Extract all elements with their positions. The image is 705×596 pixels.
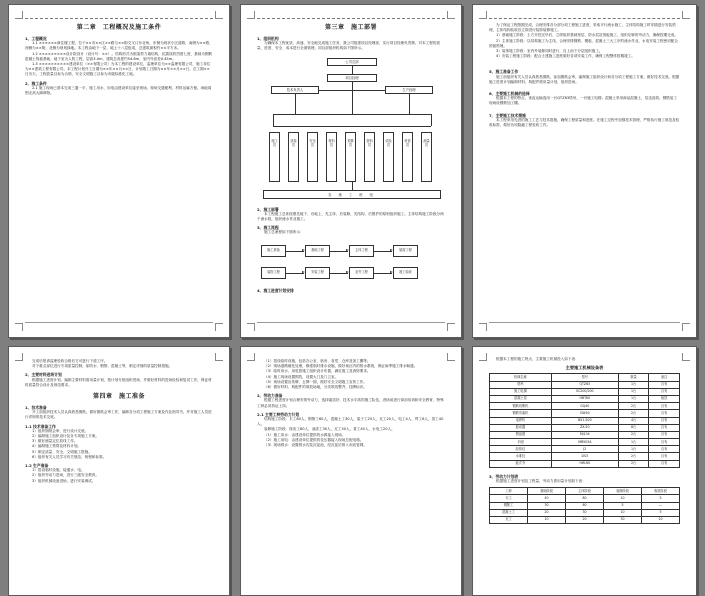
table-header-cell: 装修阶段 xyxy=(604,488,642,495)
paragraph: 施工前组织有关人员认真熟悉图纸，参加图纸会审，编制施工组织设计和各分项工程施工方案，做好技术交底。根据施工进度计划编制材料、构配件需用量计划，组织进场。 xyxy=(489,74,680,84)
page-footer xyxy=(257,322,445,327)
org-team-box: 预算员 xyxy=(345,132,356,182)
table-cell: 1台 xyxy=(618,439,649,446)
org-team-box: 安全员 xyxy=(307,132,318,182)
flow-step: 安装工程 xyxy=(305,267,330,279)
list-item: （1）施工用水：由建设单位提供的水源接入现场。 xyxy=(264,432,346,437)
crop-mark xyxy=(479,353,487,361)
section-heading: 6、主要施工机械的选择 xyxy=(489,91,530,97)
table-cell: 10 xyxy=(642,517,680,524)
paragraph: 2.1 施工现场已基本完成三通一平，施工用水、用电由建设单位接至现场。现场交通便利，材料运输方便。场地周围无高大障碍物。 xyxy=(25,85,212,96)
org-connector xyxy=(352,66,353,74)
list-item: （1）搭设临时设施，包括办公室、宿舍、食堂、仓库及加工棚等。 xyxy=(264,359,371,363)
crop-mark xyxy=(15,323,23,331)
flow-chart xyxy=(257,239,447,285)
table-cell: 20 xyxy=(566,517,604,524)
table-cell: 1台 xyxy=(618,388,649,395)
org-left-box: 技术负责人 xyxy=(271,86,319,94)
section-heading: 2、主要材料进场计划 xyxy=(25,372,62,378)
table-cell: 自有 xyxy=(649,439,680,446)
list-item: （3）现场排水：设置排水沟及沉淀池，经沉淀后排入市政管网。 xyxy=(264,443,367,448)
table-header-cell: 基础阶段 xyxy=(528,488,566,495)
section-heading: 1.1 技术准备工作 xyxy=(25,423,56,429)
org-team-box: 机管员 xyxy=(402,132,413,182)
table-cell: 5 xyxy=(642,509,680,516)
org-chart xyxy=(257,56,447,204)
table-cell: 80 xyxy=(566,495,604,502)
page-footer xyxy=(489,322,680,327)
table-row xyxy=(490,509,680,516)
table-cell: 2台 xyxy=(618,453,649,460)
section-heading: 5、施工准备工作 xyxy=(489,69,519,75)
table-cell: 租赁 xyxy=(649,395,680,402)
table-row xyxy=(490,460,680,467)
table-cell: 自有 xyxy=(649,410,680,417)
paragraph: 1.3 ××××××××××建设单位（××有限公司）为本工程的建设单位，监理单位为××监理有限公司，施工单位为××建筑工程有限公司。本工程计划开工日期为××年××月××日，计划竣工日期为××年××月××日，总工期××日历天。工程质量目标为合格，安全文明施工目标为市级标准化工地。 xyxy=(25,62,211,77)
org-team-box: 材料员 xyxy=(326,132,337,182)
table-cell: 30 xyxy=(566,509,604,516)
table-header-row xyxy=(490,374,680,381)
document-page-3 xyxy=(472,4,697,338)
table-cell: 蛙式夯 xyxy=(490,460,552,467)
table-row xyxy=(490,439,680,446)
table-cell: SC200/200 xyxy=(551,388,618,395)
table-cell: 2台 xyxy=(618,410,649,417)
crop-mark xyxy=(479,323,487,331)
table-row xyxy=(490,453,680,460)
paragraph: 1.1 ××××××商住楼工程，位于××市××区××路与××街交叉口东北角，东侧为现状小区道路，南侧为××路，西侧为××街，北侧为规划绿地。本工程由地下一层、地上十八层组成，总建筑面积约××平方米。 xyxy=(25,41,213,51)
org-connector xyxy=(295,94,296,114)
table-cell: 60 xyxy=(566,502,604,509)
table-cell: 经纬仪 xyxy=(490,446,552,453)
chapter-title: 第四章 施工准备 xyxy=(92,393,145,401)
flow-arrow xyxy=(330,273,348,274)
table-cell: 塔吊 xyxy=(490,381,552,388)
page-header xyxy=(489,13,680,19)
paragraph: 为确保本工程优质、高速、安全地完成施工任务，我公司组建项目经理部，实行项目经理负责制，对本工程的质量、进度、安全、成本进行全面管理，项目部组织机构如下图所示。 xyxy=(257,41,441,51)
table-cell: GW40 xyxy=(551,410,618,417)
table-cell: 施工电梯 xyxy=(490,388,552,395)
table-cell: 4台 xyxy=(618,417,649,424)
section-heading: 1.2 生产准备 xyxy=(25,463,49,469)
table-row xyxy=(490,417,680,424)
paragraph: 本工程采用先进的施工工艺与技术措施，确保工程质量和进度。在施工过程中加强技术管理，严格执行施工规范及验收标准，做好各项隐蔽工程验收工作。 xyxy=(489,117,680,128)
section-heading: 7、主要施工技术措施 xyxy=(489,112,526,118)
crop-mark xyxy=(247,11,255,19)
org-team-box: 施工员 xyxy=(269,132,280,182)
org-top-box: 公司总部 xyxy=(327,58,377,66)
table-header-cell: 型号 xyxy=(551,374,618,381)
table-cell: 自有 xyxy=(649,424,680,431)
crop-mark xyxy=(682,323,690,331)
section-heading: 3、施工流程 xyxy=(257,225,279,231)
table-cell: 钢筋切断机 xyxy=(490,403,552,410)
org-connector xyxy=(352,82,353,114)
org-connector xyxy=(273,126,431,127)
paragraph: 根据本工程的施工特点，主要施工机械投入如下表： xyxy=(496,357,579,361)
list-item: （6）做好材料、构配件的堆放场地，分类堆放整齐，挂牌标识。 xyxy=(264,385,367,390)
page-header xyxy=(257,13,445,19)
table-cell: 自有 xyxy=(649,453,680,460)
table-cell: 振动器 xyxy=(490,424,552,431)
list-item: 1）组织图纸会审，进行设计交底。 xyxy=(32,428,89,433)
list-item: （5）现场设置宣传牌、五牌一图，做好安全文明施工宣传工作。 xyxy=(264,379,367,384)
table-cell: 1台 xyxy=(618,381,649,388)
labor-table xyxy=(489,487,680,524)
paragraph: 装修施工阶段：抹灰工80人，油漆工30人，瓦工30人，普工40人，水电工20人。 xyxy=(264,427,395,432)
list-item: 6）组织有关人员学习有关规范、规程和标准。 xyxy=(32,454,107,459)
table-cell: 圆盘锯 xyxy=(490,431,552,438)
table-cell: 水准仪 xyxy=(490,453,552,460)
org-team-box: 质检员 xyxy=(288,132,299,182)
paragraph: 2）主体施工阶段：以结构施工为主线，合理安排钢筋、模板、混凝土三大工序的流水作业，水电安装工程密切配合预留预埋。 xyxy=(489,38,678,48)
list-item: 5）制定质量、安全、文明施工措施。 xyxy=(32,449,92,454)
table-cell: 钢筋弯曲机 xyxy=(490,410,552,417)
crop-mark xyxy=(682,353,690,361)
flow-arrow xyxy=(374,273,392,274)
paragraph: 1）基础施工阶段：土方开挖完毕后，立即组织基础垫层、防水层及筏板施工，组织足够的劳动力，确保按期完成。 xyxy=(496,33,678,38)
table-row xyxy=(490,495,680,502)
table-cell: HBT60 xyxy=(551,395,618,402)
section-heading: 1、组织机构 xyxy=(257,36,279,41)
org-manager-box: 项目经理 xyxy=(327,74,377,82)
table-row xyxy=(490,446,680,453)
crop-mark xyxy=(247,323,255,331)
document-page-4 xyxy=(8,346,230,596)
section-heading: 2、施工部署 xyxy=(257,206,279,212)
paragraph: 根据施工进度计划，编制主要材料需用量计划，按计划分批组织进场，并做好材料的进场检验和复试工作，保证材料质量符合设计及规范要求。 xyxy=(25,377,212,387)
flow-step: 屋面工程 xyxy=(393,245,418,257)
table-cell: 30 xyxy=(528,502,566,509)
section-heading: 2.1 主要工种劳动力计划 xyxy=(257,411,300,417)
list-item: （2）现场道路硬化处理，修建临时排水设施，做好场区内的排水系统，保证雨季施工排水畅通。 xyxy=(264,364,418,369)
paragraph: 4）安装工程施工阶段：配合土建施工进度做好各项安装工作，确保工程整体按期竣工。 xyxy=(496,54,635,59)
table-cell: 5 xyxy=(604,502,642,509)
table-cell: ZX-50 xyxy=(551,424,618,431)
flow-step: 装饰工程 xyxy=(261,267,286,279)
table-cell: QTZ63 xyxy=(551,381,618,388)
org-base-box: 各 施 工 班 组 xyxy=(263,190,441,199)
table-row xyxy=(490,395,680,402)
section-heading: 1、技术准备 xyxy=(25,405,47,411)
table-row xyxy=(490,381,680,388)
document-page-2 xyxy=(240,4,462,338)
flow-arrow xyxy=(286,251,304,252)
paragraph: 对于重点部位进行专项质量控制，如防水、钢筋、混凝土等，制定详细的质量控制措施。 xyxy=(32,364,173,369)
crop-mark xyxy=(215,11,223,19)
table-cell: 钢筋工 xyxy=(490,502,528,509)
org-right-box: 生产经理 xyxy=(385,86,433,94)
equipment-table xyxy=(489,373,680,467)
paragraph: 根据施工进度计划及工程量，劳动力需用量计划如下表： xyxy=(496,479,586,484)
table-cell: 混凝土工 xyxy=(490,509,528,516)
paragraph: 1.2 ×××××××××设计院设计（设计号：××）。结构形式为框架剪力墙结构，抗震设防烈度七度，基础为钢筋混凝土筏板基础，地下室为人防工程，层高3.0m，建筑总高度约54.6m，室内外高差0.45m。 xyxy=(25,51,213,61)
crop-mark xyxy=(215,323,223,331)
flow-step: 施工准备 xyxy=(261,245,286,257)
table-cell: 10 xyxy=(604,495,642,502)
paragraph: 根据本工程的特点，垂直运输选用一台QTZ63塔吊，一台施工电梯；混凝土采用商品混凝土，泵送浇筑；钢筋加工现场设钢筋加工棚。 xyxy=(489,96,677,106)
table-cell: 混凝土泵 xyxy=(490,395,552,402)
table-cell: MJ104 xyxy=(551,431,618,438)
crop-mark xyxy=(15,11,23,19)
table-header-cell: 工种 xyxy=(490,488,528,495)
flow-arrow xyxy=(330,251,348,252)
table-cell: 1台 xyxy=(618,446,649,453)
paragraph: 本工程施工总体按照先地下、后地上，先主体、后装修，先结构、后围护的原则组织施工。主体结构施工阶段分两个流水段，组织流水作业施工。 xyxy=(257,211,444,222)
table-header-cell: 数量 xyxy=(618,374,649,381)
table-cell: 木工 xyxy=(490,495,528,502)
table-row xyxy=(490,403,680,410)
list-item: 2）组织劳动力进场，进行三级安全教育。 xyxy=(32,473,99,478)
table-cell: J2 xyxy=(551,446,618,453)
paragraph: 开工前组织技术人员认真熟悉图纸，做好图纸会审工作，编制各分项工程施工方案及作业指导书，并对施工人员进行详细的技术交底。 xyxy=(25,410,212,420)
list-item: 1）搭设临时设施，接通水、电。 xyxy=(32,468,85,473)
table-row xyxy=(490,431,680,438)
table-cell: 自有 xyxy=(649,381,680,388)
flow-step: 竣工验收 xyxy=(393,267,418,279)
table-header-cell: 机械名称 xyxy=(490,374,552,381)
flow-arrow xyxy=(374,251,392,252)
table-cell: 10 xyxy=(528,517,566,524)
flow-step: 基础工程 xyxy=(305,245,330,257)
org-connector xyxy=(409,94,410,114)
section-heading: 2、劳动力准备 xyxy=(257,393,283,399)
table-cell: 电焊机 xyxy=(490,417,552,424)
section-heading: 4、施工进度计划安排 xyxy=(257,287,294,293)
list-item: （3）临时用水、用电按施工组织设计布置，满足施工及消防要求。 xyxy=(264,369,371,374)
section-heading: 1、工程概况 xyxy=(25,36,47,41)
list-item: 4）编制施工预算及材料计划。 xyxy=(32,444,82,449)
list-item: （4）施工现场设置围挡，设置大门及门卫室。 xyxy=(264,374,339,379)
list-item: 2）编制施工组织设计及各专项施工方案。 xyxy=(32,434,99,439)
org-team-box: 测量员 xyxy=(421,132,432,182)
org-connector xyxy=(352,182,353,190)
table-header-cell: 备注 xyxy=(649,374,680,381)
table-cell: 40 xyxy=(528,495,566,502)
document-page-1 xyxy=(8,4,230,338)
crop-mark xyxy=(447,11,455,19)
table-cell: 30 xyxy=(604,517,642,524)
table-cell: MB503A xyxy=(551,439,618,446)
org-team-box: 资料员 xyxy=(364,132,375,182)
chapter-title: 第二章 工程概况及施工条件 xyxy=(76,24,162,31)
org-connector xyxy=(273,114,274,126)
table-cell: 10 xyxy=(604,509,642,516)
page-header xyxy=(25,13,213,19)
crop-mark xyxy=(682,11,690,19)
crop-mark xyxy=(479,11,487,19)
flow-arrow xyxy=(286,273,304,274)
table-header-row xyxy=(490,488,680,495)
table-cell: 瓦工 xyxy=(490,517,528,524)
document-page-5 xyxy=(240,346,462,596)
paragraph: 根据工程进度计划合理安排劳动力，选择素质好、技术水平高的施工队伍，进场前进行岗前培训和安全教育，特殊工种必须持证上岗。 xyxy=(257,398,444,408)
paragraph: 为了保证工程按期完成，合理安排各分部分项工程施工进度，采取平行流水施工，主体结构施工时穿插进行安装预埋，主体结构验收后立即进行装饰装修施工。 xyxy=(489,23,676,33)
paragraph: 3）装饰施工阶段：室内外装修同时进行，自上而下分层组织施工。 xyxy=(496,49,603,54)
list-item: 3）做好测量定位放线工作。 xyxy=(32,439,78,444)
table-cell: 5 xyxy=(642,495,680,502)
table-cell: 自有 xyxy=(649,417,680,424)
table-cell: 8台 xyxy=(618,424,649,431)
table-cell: 1台 xyxy=(618,395,649,402)
table-row xyxy=(490,410,680,417)
table-cell: 2台 xyxy=(618,403,649,410)
flow-step: 主体工程 xyxy=(349,245,374,257)
table-header-cell: 主体阶段 xyxy=(566,488,604,495)
paragraph: 完成后报请监理验收合格后方可进行下道工序。 xyxy=(32,359,108,363)
table-row xyxy=(490,517,680,524)
section-heading: 3、劳动力计划表 xyxy=(489,473,519,479)
table-cell: 自有 xyxy=(649,388,680,395)
table-cell: 平刨 xyxy=(490,439,552,446)
org-team-box: 试验员 xyxy=(383,132,394,182)
table-cell: 20 xyxy=(528,509,566,516)
org-connector xyxy=(273,114,431,115)
org-connector xyxy=(431,114,432,126)
table-cell: — xyxy=(642,502,680,509)
section-heading: 2、施工条件 xyxy=(25,80,47,86)
table-cell: 2台 xyxy=(618,460,649,467)
crop-mark xyxy=(15,353,23,361)
list-item: 3）组织机械设备进场，进行安装调试。 xyxy=(32,478,96,483)
table-cell: 自有 xyxy=(649,446,680,453)
table-cell: 自有 xyxy=(649,403,680,410)
table-header-cell: 收尾阶段 xyxy=(642,488,680,495)
list-item: （2）施工用电：由建设单位提供的变压器接入现场总配电箱。 xyxy=(264,437,364,442)
table-cell: BX1-500 xyxy=(551,417,618,424)
table-cell: HW-60 xyxy=(551,460,618,467)
table-title: 主要施工机械设备表 xyxy=(565,365,604,371)
crop-mark xyxy=(247,353,255,361)
table-cell: 自有 xyxy=(649,431,680,438)
crop-mark xyxy=(447,323,455,331)
crop-mark xyxy=(215,353,223,361)
chapter-title: 第三章 施工部署 xyxy=(324,24,377,31)
document-page-6 xyxy=(472,346,697,596)
table-cell: DS3 xyxy=(551,453,618,460)
table-cell: 自有 xyxy=(649,460,680,467)
paragraph: 施工总流程如下图所示： xyxy=(264,230,304,235)
table-row xyxy=(490,424,680,431)
table-row xyxy=(490,388,680,395)
page-footer xyxy=(25,322,213,327)
crop-mark xyxy=(447,353,455,361)
table-cell: 2台 xyxy=(618,431,649,438)
paragraph: 结构施工阶段：木工80人，钢筋工60人，混凝土工30人，架子工20人，瓦工20人，电工4人，焊工6人，普工40人。 xyxy=(257,417,444,427)
flow-step: 室外工程 xyxy=(349,267,374,279)
table-row xyxy=(490,502,680,509)
table-cell: GQ40 xyxy=(551,403,618,410)
